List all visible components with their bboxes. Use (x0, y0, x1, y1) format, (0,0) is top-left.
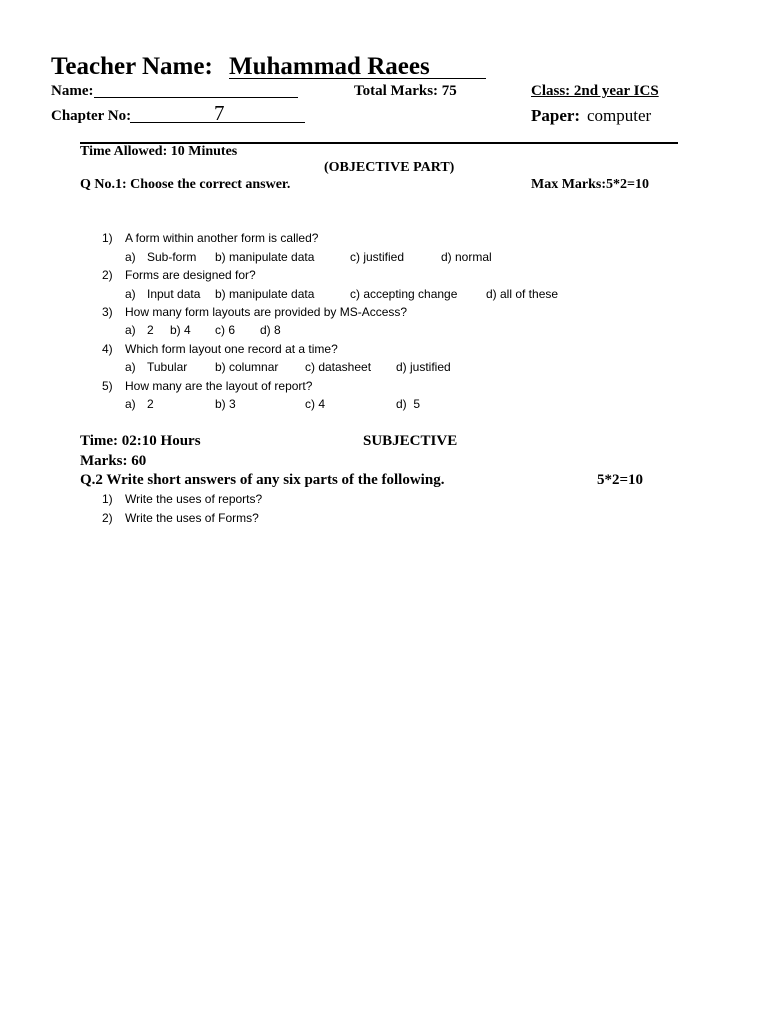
mcq-option: b) columnar (215, 360, 279, 374)
mcq-option: b) manipulate data (215, 250, 315, 264)
mcq-option: b) manipulate data (215, 287, 315, 301)
teacher-label: Teacher Name: (51, 53, 213, 80)
chapter-label: Chapter No: (51, 108, 132, 124)
subjective-item-text: Write the uses of Forms? (125, 511, 259, 525)
mcq-option: a) (125, 323, 136, 337)
mcq-question: A form within another form is called? (125, 231, 319, 245)
paper-label: Paper: (531, 106, 581, 125)
subjective-time: Time: 02:10 Hours (80, 433, 201, 449)
mcq-question: How many form layouts are provided by MS-Access? (125, 305, 408, 319)
objective-question-heading: Q No.1: Choose the correct answer. (80, 177, 291, 192)
subjective-question-marks: 5*2=10 (597, 472, 644, 488)
mcq-question: Which form layout one record at a time? (125, 342, 338, 356)
subjective-question-heading: Q.2 Write short answers of any six parts of the following. (80, 472, 445, 488)
objective-max-marks: Max Marks:5*2=10 (531, 177, 650, 192)
mcq-option: b) 3 (215, 397, 236, 411)
mcq-option: 2 (147, 397, 154, 411)
name-blank-line (94, 97, 298, 98)
mcq-option: Input data (147, 287, 201, 301)
mcq-number: 4) (102, 342, 113, 356)
mcq-option: c) 6 (215, 323, 236, 337)
subjective-item-text: Write the uses of reports? (125, 492, 263, 506)
subjective-item-number: 1) (102, 492, 113, 506)
mcq-option: c) datasheet (305, 360, 372, 374)
mcq-option: d) 8 (260, 323, 281, 337)
subjective-item-number: 2) (102, 511, 113, 525)
mcq-option: c) justified (350, 250, 405, 264)
mcq-option: 2 (147, 323, 154, 337)
mcq-number: 1) (102, 231, 113, 245)
mcq-option: a) (125, 360, 136, 374)
mcq-number: 5) (102, 379, 113, 393)
chapter-number: 7 (214, 101, 225, 125)
mcq-option: d) normal (441, 250, 492, 264)
name-label: Name: (51, 83, 94, 99)
mcq-option: d) 5 (396, 397, 421, 411)
mcq-option: a) (125, 287, 136, 301)
time-allowed: Time Allowed: 10 Minutes (80, 144, 238, 159)
class-info: Class: 2nd year ICS (531, 83, 659, 99)
subjective-marks: Marks: 60 (80, 453, 147, 469)
mcq-option: a) (125, 397, 136, 411)
mcq-option: d) justified (396, 360, 451, 374)
mcq-option: d) all of these (486, 287, 559, 301)
teacher-name-underline (229, 78, 486, 79)
mcq-option: Tubular (147, 360, 188, 374)
total-marks: Total Marks: 75 (354, 83, 457, 99)
teacher-name: Muhammad Raees (229, 53, 430, 80)
objective-title: (OBJECTIVE PART) (324, 160, 455, 175)
mcq-option: c) 4 (305, 397, 326, 411)
mcq-question: Forms are designed for? (125, 268, 256, 282)
paper-value: computer (587, 106, 652, 125)
mcq-question: How many are the layout of report? (125, 379, 313, 393)
subjective-title: SUBJECTIVE (363, 433, 458, 449)
mcq-number: 2) (102, 268, 113, 282)
mcq-option: c) accepting change (350, 287, 458, 301)
mcq-option: b) 4 (170, 323, 191, 337)
mcq-option: Sub-form (147, 250, 197, 264)
mcq-option: a) (125, 250, 136, 264)
mcq-number: 3) (102, 305, 113, 319)
